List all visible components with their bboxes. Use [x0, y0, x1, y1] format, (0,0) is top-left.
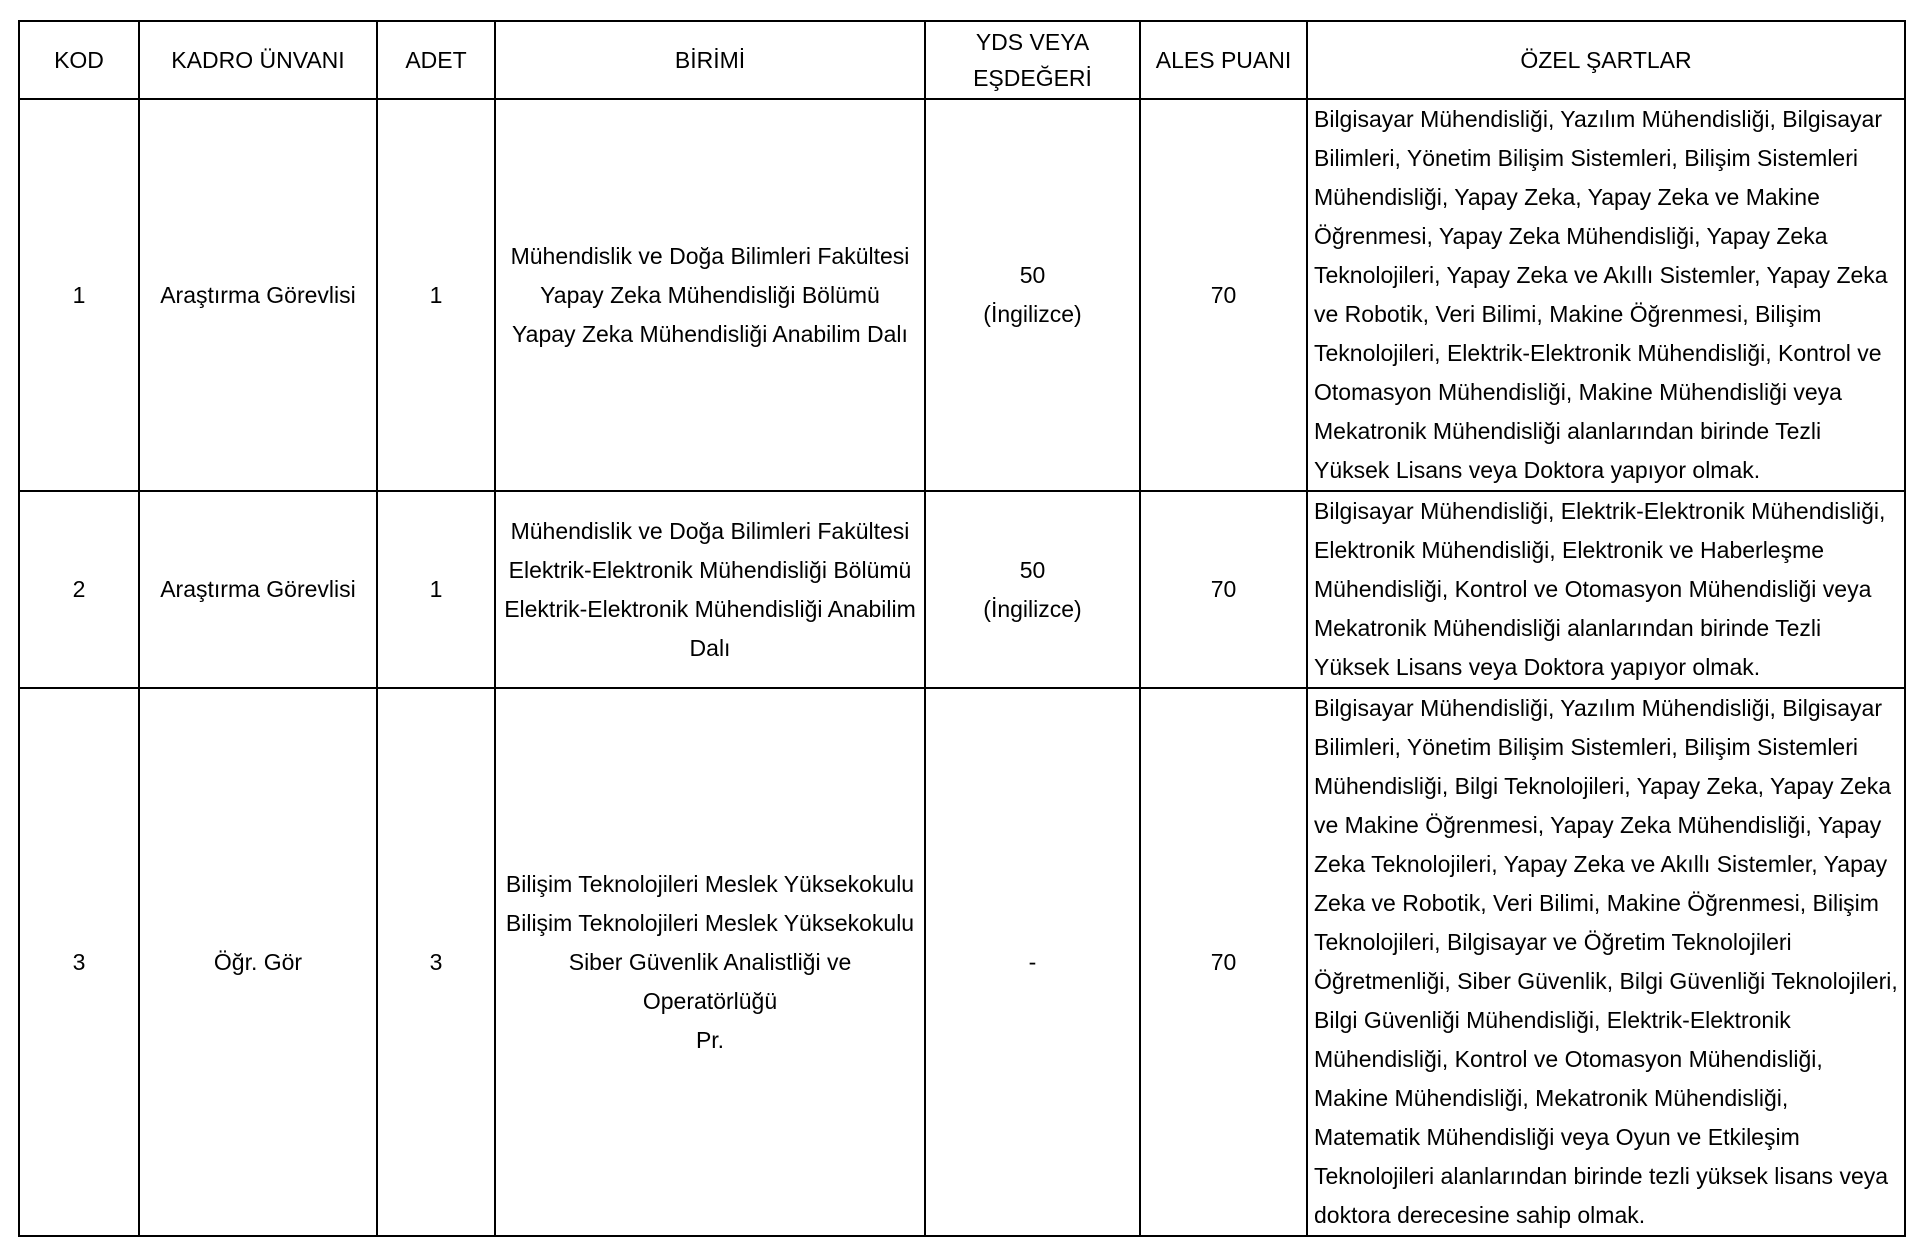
cell-birimi [495, 688, 925, 1236]
yds-score: - [1028, 948, 1037, 975]
header-yds-line1: YDS VEYA [975, 29, 1090, 55]
birimi-line: Elektrik-Elektronik Mühendisliği Anabilim [504, 595, 916, 622]
birimi-line: Yapay Zeka Mühendisliği Anabilim Dalı [512, 320, 908, 347]
cell-yds [925, 491, 1140, 688]
yds-language: (İngilizce) [983, 595, 1082, 622]
cell-kod: 1 [19, 99, 139, 491]
table-row [19, 99, 1905, 491]
cell-birimi [495, 491, 925, 688]
birimi-line: Siber Güvenlik Analistliği ve Operatörlüğü [568, 948, 852, 1014]
birimi-line: Elektrik-Elektronik Mühendisliği Bölümü [508, 556, 912, 583]
positions-table [18, 20, 1906, 1237]
table-row [19, 688, 1905, 1236]
header-kadro-unvani: KADRO ÜNVANI [139, 21, 377, 99]
header-kod: KOD [19, 21, 139, 99]
yds-score: 50 [1019, 262, 1046, 288]
cell-kod: 2 [19, 491, 139, 688]
header-birimi: BİRİMİ [495, 21, 925, 99]
birimi-line: Yapay Zeka Mühendisliği Bölümü [540, 281, 880, 308]
cell-kadro-unvani: Öğr. Gör [139, 688, 377, 1236]
birimi-line: Mühendislik ve Doğa Bilimleri Fakültesi [510, 517, 910, 544]
cell-ozel-sartlar: Bilgisayar Mühendisliği, Yazılım Mühendisliği, Bilgisayar Bilimleri, Yönetim Bilişim Sistemleri, Bilişim Sistemleri Mühendisliği, Bilgi Teknolojileri, Yapay Zeka, Yapay Zeka ve Makine Öğrenmesi, Yapay Zeka Mühendisliği, Yapay Zeka Teknolojileri, Yapay Zeka ve Akıllı Sistemler, Yapay Zeka ve Robotik, Veri Bilimi, Makine Öğrenmesi, Bilişim Teknolojileri, Bilgisayar ve Öğretim Teknolojileri Öğretmenliği, Siber Güvenlik, Bilgi Güvenliği Teknolojileri, Bilgi Güvenliği Mühendisliği, Elektrik-Elektronik Mühendisliği, Kontrol ve Otomasyon Mühendisliği, Makine Mühendisliği, Mekatronik Mühendisliği, Matematik Mühendisliği veya Oyun ve Etkileşim Teknolojileri alanlarından birinde tezli yüksek lisans veya doktora derecesine sahip olmak. [1307, 688, 1905, 1236]
header-ozel-sartlar: ÖZEL ŞARTLAR [1307, 21, 1905, 99]
header-ales: ALES PUANI [1140, 21, 1307, 99]
cell-ales: 70 [1140, 491, 1307, 688]
cell-adet: 3 [377, 688, 495, 1236]
cell-yds [925, 99, 1140, 491]
birimi-line: Mühendislik ve Doğa Bilimleri Fakültesi [510, 242, 910, 269]
cell-kadro-unvani: Araştırma Görevlisi [139, 491, 377, 688]
cell-birimi [495, 99, 925, 491]
header-adet: ADET [377, 21, 495, 99]
cell-yds [925, 688, 1140, 1236]
cell-ales: 70 [1140, 99, 1307, 491]
table-row [19, 491, 1905, 688]
birimi-line: Dalı [689, 634, 731, 661]
birimi-line: Bilişim Teknolojileri Meslek Yüksekokulu [505, 909, 915, 936]
cell-adet: 1 [377, 99, 495, 491]
header-yds [925, 21, 1140, 99]
birimi-line: Pr. [695, 1026, 725, 1053]
header-yds-line2: EŞDEĞERİ [973, 65, 1092, 91]
cell-ales: 70 [1140, 688, 1307, 1236]
cell-kadro-unvani: Araştırma Görevlisi [139, 99, 377, 491]
cell-ozel-sartlar: Bilgisayar Mühendisliği, Yazılım Mühendisliği, Bilgisayar Bilimleri, Yönetim Bilişim Sistemleri, Bilişim Sistemleri Mühendisliği, Yapay Zeka, Yapay Zeka ve Makine Öğrenmesi, Yapay Zeka Mühendisliği, Yapay Zeka Teknolojileri, Yapay Zeka ve Akıllı Sistemler, Yapay Zeka ve Robotik, Veri Bilimi, Makine Öğrenmesi, Bilişim Teknolojileri, Elektrik-Elektronik Mühendisliği, Kontrol ve Otomasyon Mühendisliği, Makine Mühendisliği veya Mekatronik Mühendisliği alanlarından birinde Tezli Yüksek Lisans veya Doktora yapıyor olmak. [1307, 99, 1905, 491]
cell-kod: 3 [19, 688, 139, 1236]
yds-score: 50 [1019, 556, 1046, 583]
birimi-line: Bilişim Teknolojileri Meslek Yüksekokulu [505, 870, 915, 897]
header-row [19, 21, 1905, 99]
cell-adet: 1 [377, 491, 495, 688]
yds-language: (İngilizce) [983, 301, 1082, 327]
cell-ozel-sartlar: Bilgisayar Mühendisliği, Elektrik-Elektronik Mühendisliği, Elektronik Mühendisliği, Elektronik ve Haberleşme Mühendisliği, Kontrol ve Otomasyon Mühendisliği veya Mekatronik Mühendisliği alanlarından birinde Tezli Yüksek Lisans veya Doktora yapıyor olmak. [1307, 491, 1905, 688]
